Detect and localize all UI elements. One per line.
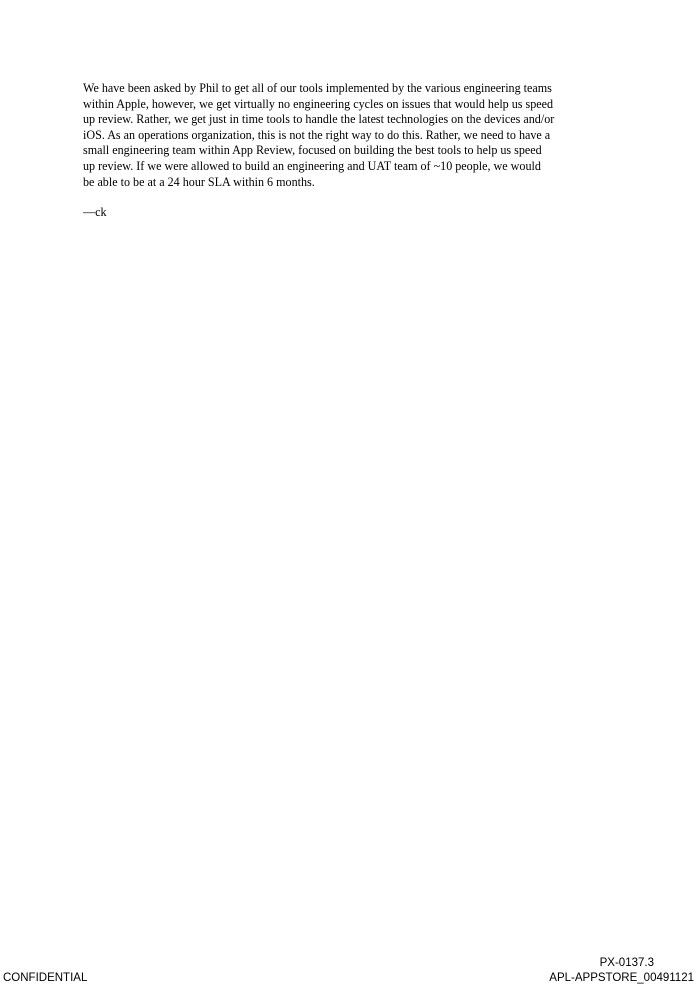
confidential-label: CONFIDENTIAL — [3, 972, 88, 984]
exhibit-number: PX-0137.3 — [599, 957, 654, 969]
body-paragraph: We have been asked by Phil to get all of our tools implemented by the various engineering teams within Apple, however, we get virtually no engineering cycles on issues that would help us speed up review. Rather, we get just in time tools to handle the latest technologies on the devices and/or iOS. As an operations organization, this is not the right way to do this. Rather, we need to have a small engineering team within App Review, focused on building the best tools to help us speed up review. If we were allowed to build an engineering and UAT team of ~10 people, we would be able to be at a 24 hour SLA within 6 months. — [83, 81, 555, 189]
signature: —ck — [83, 205, 107, 219]
bates-number: APL-APPSTORE_00491121 — [549, 972, 694, 984]
